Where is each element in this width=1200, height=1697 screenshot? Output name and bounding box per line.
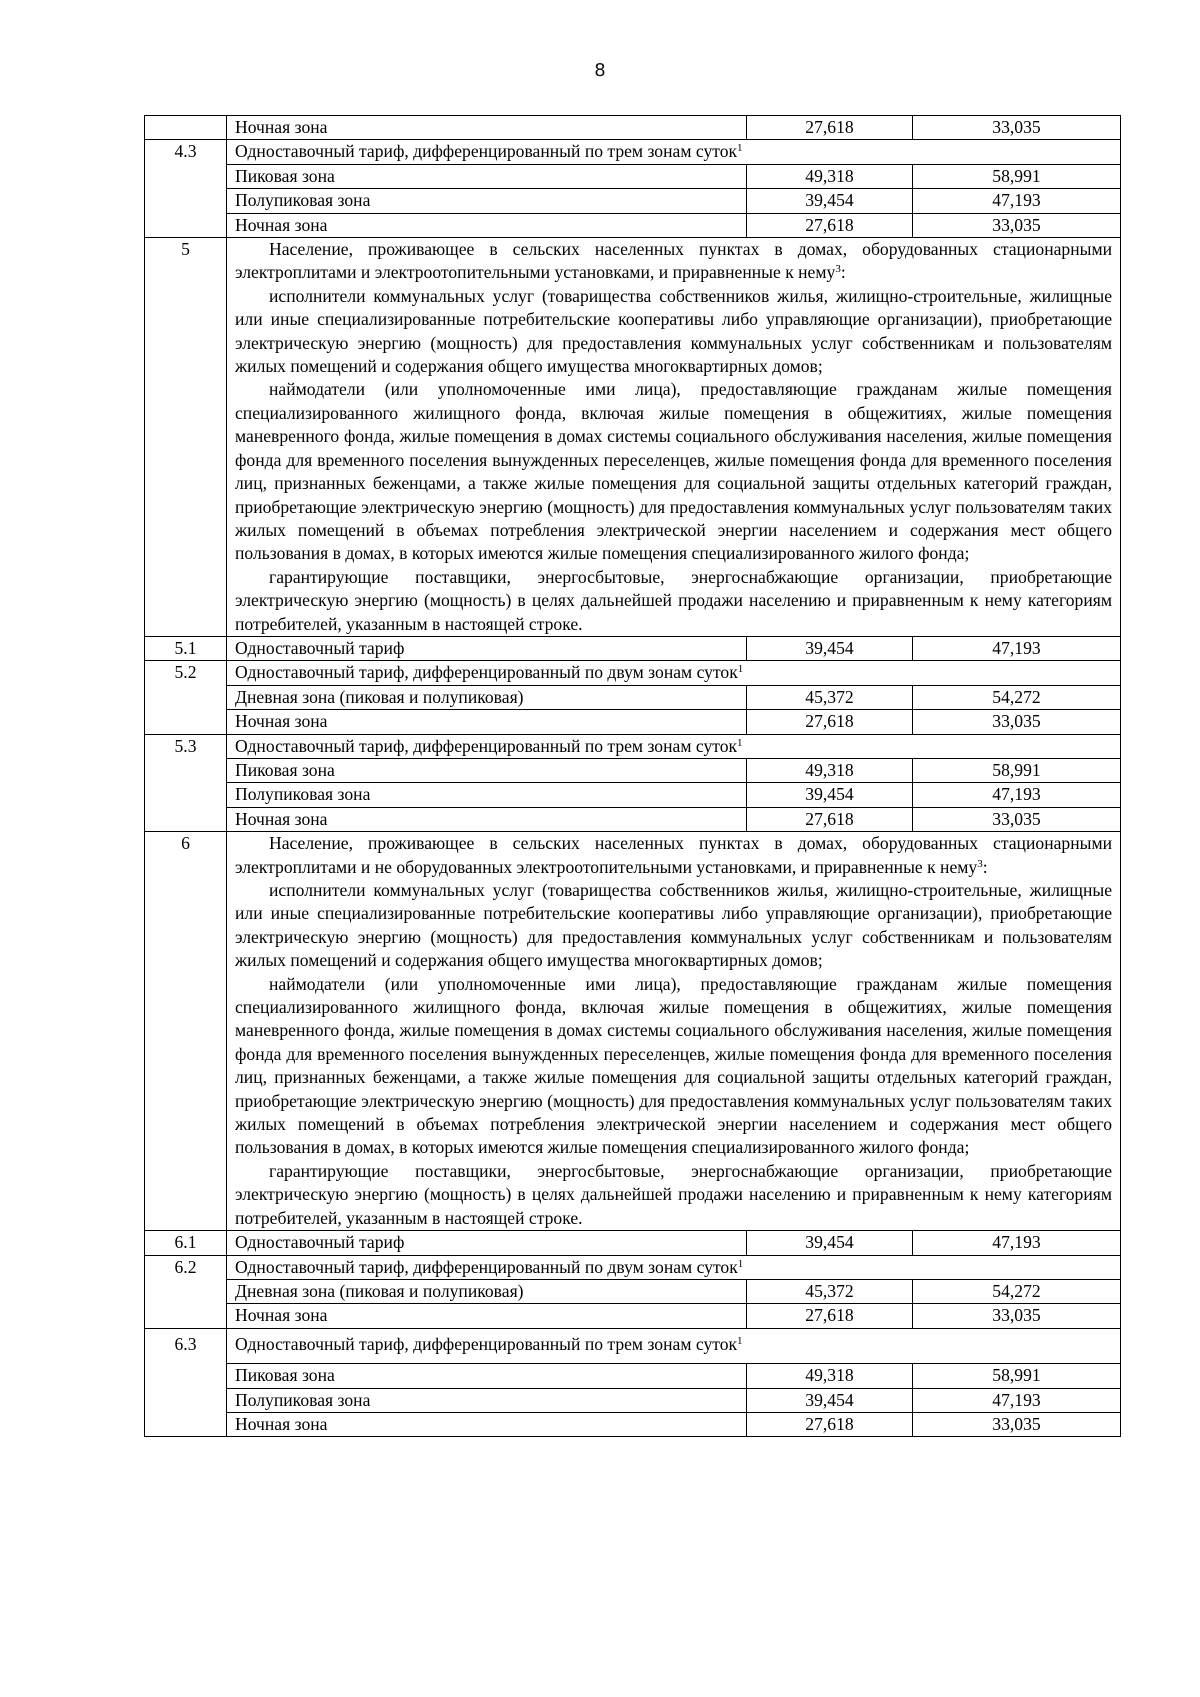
footnote-marker: 3 [835,263,841,276]
zone-label: Полупиковая зона [227,783,747,807]
tariff-value-2: 33,035 [913,1412,1121,1436]
table-row [145,783,1121,807]
zone-label: Пиковая зона [227,1364,747,1388]
table-row [145,1364,1121,1388]
tariff-type-label: Одноставочный тариф, дифференцированный по трем зонам суток$^1$ [227,1328,1121,1363]
description-intro: Население, проживающее в сельских населенных пунктах в домах, оборудованных стационарными электроплитами и не оборудованных электроотопительными установками, и приравненные к нему$^3$: [235,833,1112,877]
table-row [145,710,1121,734]
table-row [145,1304,1121,1328]
zone-label: Ночная зона [227,1412,747,1436]
description-paragraph: исполнители коммунальных услуг (товарищества собственников жилья, жилищно-строительные, жилищные или иные специализированные потребительские кооперативы либо управляющие организации), приобретающие электрическую энергию (мощность) для предоставления коммунальных услуг собственникам и пользователям жилых помещений и содержания общего имущества многоквартирных домов; [235,285,1112,377]
zone-label: Пиковая зона [227,164,747,188]
tariff-value-1: 45,372 [747,1279,913,1303]
table-row [145,832,1121,1231]
table-row [145,116,1121,140]
tariff-value-2: 33,035 [913,116,1121,140]
tariff-value-1: 49,318 [747,758,913,782]
tariff-value-1: 39,454 [747,636,913,660]
tariff-type-label: Одноставочный тариф [227,1231,747,1255]
consumer-group-description [227,238,1121,637]
table-row [145,807,1121,831]
footnote-marker: 1 [737,663,744,676]
table-row [145,1388,1121,1412]
zone-label: Ночная зона [227,213,747,237]
zone-label: Ночная зона [227,116,747,140]
table-row [145,1255,1121,1279]
tariff-value-1: 27,618 [747,116,913,140]
row-number: 5 [145,238,227,637]
page-number: 8 [594,60,606,81]
row-number [145,116,227,140]
table-row [145,164,1121,188]
tariff-type-label: Одноставочный тариф, дифференцированный по трем зонам суток$^1$ [227,140,1121,164]
tariff-type-label: Одноставочный тариф, дифференцированный по двум зонам суток$^1$ [227,1255,1121,1279]
consumer-group-description [227,832,1121,1231]
tariff-value-2: 33,035 [913,807,1121,831]
row-number: 5.2 [145,661,227,734]
table-row [145,1328,1121,1363]
tariff-type-label: Одноставочный тариф, дифференцированный по двум зонам суток$^1$ [227,661,1121,685]
tariff-value-1: 39,454 [747,1388,913,1412]
table-row [145,238,1121,637]
table-row [145,140,1121,164]
table-row [145,1231,1121,1255]
table-row [145,758,1121,782]
description-paragraph: наймодатели (или уполномоченные ими лица), предоставляющие гражданам жилые помещения специализированного жилищного фонда, включая жилые помещения в общежитиях, жилые помещения маневренного фонда, жилые помещения в домах системы социального обслуживания населения, жилые помещения фонда для временного поселения вынужденных переселенцев, жилые помещения фонда для временного поселения лиц, признанных беженцами, а также жилые помещения для социальной защиты отдельных категорий граждан, приобретающие электрическую энергию (мощность) для предоставления коммунальных услуг пользователям таких жилых помещений в объемах потребления электрической энергии населением и содержания мест общего пользования в домах, в которых имеются жилые помещения специализированного жилого фонда; [235,379,1112,564]
tariff-value-2: 33,035 [913,213,1121,237]
table-row [145,189,1121,213]
row-number: 5.1 [145,636,227,660]
row-number: 6.2 [145,1255,227,1328]
zone-label: Дневная зона (пиковая и полупиковая) [227,1279,747,1303]
tariff-value-2: 33,035 [913,710,1121,734]
tariff-value-1: 39,454 [747,189,913,213]
zone-label: Полупиковая зона [227,189,747,213]
tariff-value-2: 47,193 [913,783,1121,807]
table-row [145,685,1121,709]
tariff-value-1: 27,618 [747,213,913,237]
tariff-value-2: 33,035 [913,1304,1121,1328]
tariff-value-1: 39,454 [747,783,913,807]
footnote-marker: 1 [737,142,743,155]
tariff-value-1: 27,618 [747,1412,913,1436]
tariff-value-1: 49,318 [747,164,913,188]
tariff-value-2: 58,991 [913,164,1121,188]
zone-label: Ночная зона [227,807,747,831]
tariff-value-2: 58,991 [913,1364,1121,1388]
row-number: 6.1 [145,1231,227,1255]
tariff-type-label: Одноставочный тариф [227,636,747,660]
row-number: 6 [145,832,227,1231]
table-row [145,213,1121,237]
table-row [145,661,1121,685]
table-row [145,1412,1121,1436]
footnote-marker: 3 [977,857,983,870]
zone-label: Полупиковая зона [227,1388,747,1412]
tariff-value-2: 54,272 [913,1279,1121,1303]
zone-label: Дневная зона (пиковая и полупиковая) [227,685,747,709]
footnote-marker: 1 [737,736,743,749]
tariff-value-1: 27,618 [747,807,913,831]
row-number: 5.3 [145,734,227,832]
footnote-marker: 1 [737,1257,744,1270]
row-number: 6.3 [145,1328,227,1437]
tariff-value-2: 54,272 [913,685,1121,709]
table-row [145,636,1121,660]
tariff-value-1: 27,618 [747,1304,913,1328]
tariff-value-2: 58,991 [913,758,1121,782]
zone-label: Пиковая зона [227,758,747,782]
description-paragraph: исполнители коммунальных услуг (товарищества собственников жилья, жилищно-строительные, жилищные или иные специализированные потребительские кооперативы либо управляющие организации), приобретающие электрическую энергию (мощность) для предоставления коммунальных услуг собственникам и пользователям жилых помещений и содержания общего имущества многоквартирных домов; [235,880,1112,971]
tariff-table [144,115,1121,1437]
tariff-value-1: 45,372 [747,685,913,709]
tariff-value-2: 47,193 [913,1231,1121,1255]
description-intro: Население, проживающее в сельских населенных пунктах в домах, оборудованных стационарными электроплитами и электроотопительными установками, и приравненные к нему$^3$: [235,239,1112,283]
description-paragraph: гарантирующие поставщики, энергосбытовые, энергоснабжающие организации, приобретающие электрическую энергию (мощность) в целях дальнейшей продажи населению и приравненным к нему категориям потребителей, указанным в настоящей строке. [235,566,1112,634]
tariff-value-2: 47,193 [913,636,1121,660]
tariff-value-1: 39,454 [747,1231,913,1255]
table-row [145,734,1121,758]
description-paragraph: наймодатели (или уполномоченные ими лица), предоставляющие гражданам жилые помещения специализированного жилищного фонда, включая жилые помещения в общежитиях, жилые помещения маневренного фонда, жилые помещения в домах системы социального обслуживания населения, жилые помещения фонда для временного поселения вынужденных переселенцев, жилые помещения фонда для временного поселения лиц, признанных беженцами, а также жилые помещения для социальной защиты отдельных категорий граждан, приобретающие электрическую энергию (мощность) для предоставления коммунальных услуг пользователям таких жилых помещений в объемах потребления электрической энергии населением и содержания мест общего пользования в домах, в которых имеются жилые помещения специализированного жилого фонда; [235,973,1112,1158]
tariff-value-1: 49,318 [747,1364,913,1388]
tariff-value-2: 47,193 [913,189,1121,213]
table-row [145,1279,1121,1303]
tariff-value-2: 47,193 [913,1388,1121,1412]
zone-label: Ночная зона [227,710,747,734]
tariff-value-1: 27,618 [747,710,913,734]
tariff-type-label: Одноставочный тариф, дифференцированный по трем зонам суток$^1$ [227,734,1121,758]
row-number: 4.3 [145,140,227,238]
zone-label: Ночная зона [227,1304,747,1328]
description-paragraph: гарантирующие поставщики, энергосбытовые, энергоснабжающие организации, приобретающие электрическую энергию (мощность) в целях дальнейшей продажи населению и приравненным к нему категориям потребителей, указанным в настоящей строке. [235,1160,1112,1228]
footnote-marker: 1 [737,1334,743,1347]
